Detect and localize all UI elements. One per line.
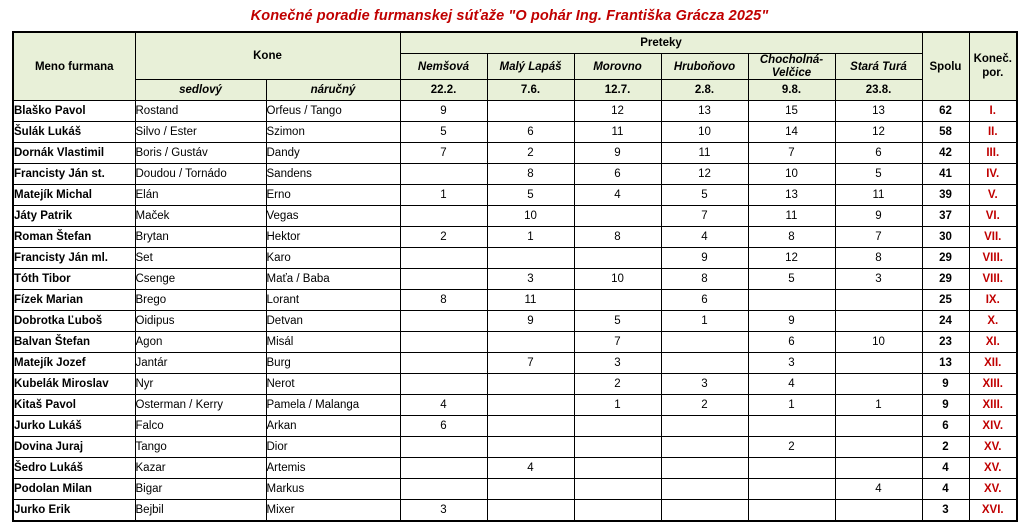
cell-score <box>574 248 661 269</box>
table-row <box>13 185 1017 206</box>
cell-score: 14 <box>748 122 835 143</box>
cell-score: 2 <box>661 395 748 416</box>
header-total: Spolu <box>922 32 969 101</box>
cell-total: 9 <box>922 395 969 416</box>
results-table-container <box>0 31 1019 522</box>
cell-score <box>661 332 748 353</box>
cell-score <box>487 374 574 395</box>
cell-rank: XV. <box>969 437 1017 458</box>
cell-score <box>400 164 487 185</box>
cell-score: 7 <box>835 227 922 248</box>
cell-score <box>400 332 487 353</box>
cell-score: 4 <box>400 395 487 416</box>
cell-score: 5 <box>487 185 574 206</box>
cell-score: 4 <box>487 458 574 479</box>
cell-score <box>400 353 487 374</box>
cell-saddle-horse: Maček <box>135 206 266 227</box>
cell-saddle-horse: Brytan <box>135 227 266 248</box>
cell-score: 11 <box>574 122 661 143</box>
header-race-name-1: Malý Lapáš <box>487 54 574 80</box>
cell-score: 3 <box>487 269 574 290</box>
cell-total: 2 <box>922 437 969 458</box>
cell-saddle-horse: Osterman / Kerry <box>135 395 266 416</box>
cell-score <box>574 437 661 458</box>
cell-driver: Matejík Jozef <box>13 353 135 374</box>
table-row <box>13 500 1017 522</box>
cell-score <box>487 416 574 437</box>
cell-score <box>748 479 835 500</box>
cell-rank: II. <box>969 122 1017 143</box>
cell-rank: IV. <box>969 164 1017 185</box>
cell-score: 10 <box>574 269 661 290</box>
header-race-date-1: 7.6. <box>487 80 574 101</box>
header-race-name-4: Chocholná-Velčice <box>748 54 835 80</box>
cell-score <box>400 269 487 290</box>
cell-score <box>400 458 487 479</box>
cell-score <box>400 206 487 227</box>
cell-score: 5 <box>661 185 748 206</box>
header-race-name-5: Stará Turá <box>835 54 922 80</box>
cell-saddle-horse: Agon <box>135 332 266 353</box>
cell-hand-horse: Misál <box>266 332 400 353</box>
cell-driver: Šulák Lukáš <box>13 122 135 143</box>
cell-score: 5 <box>400 122 487 143</box>
cell-hand-horse: Vegas <box>266 206 400 227</box>
cell-saddle-horse: Bejbil <box>135 500 266 522</box>
cell-hand-horse: Szimon <box>266 122 400 143</box>
cell-score: 5 <box>748 269 835 290</box>
cell-saddle-horse: Bigar <box>135 479 266 500</box>
cell-driver: Šedro Lukáš <box>13 458 135 479</box>
cell-total: 41 <box>922 164 969 185</box>
cell-hand-horse: Dandy <box>266 143 400 164</box>
table-row <box>13 290 1017 311</box>
cell-score <box>400 437 487 458</box>
cell-score: 6 <box>835 143 922 164</box>
cell-score: 10 <box>748 164 835 185</box>
cell-score <box>661 479 748 500</box>
cell-score <box>574 479 661 500</box>
cell-score: 11 <box>835 185 922 206</box>
cell-score: 12 <box>661 164 748 185</box>
cell-score <box>835 500 922 522</box>
page-title: Konečné poradie furmanskej súťaže "O pohár Ing. Františka Grácza 2025" <box>250 8 769 24</box>
cell-hand-horse: Burg <box>266 353 400 374</box>
cell-score: 11 <box>661 143 748 164</box>
cell-score: 10 <box>487 206 574 227</box>
cell-saddle-horse: Jantár <box>135 353 266 374</box>
table-row <box>13 395 1017 416</box>
cell-score: 8 <box>748 227 835 248</box>
table-row <box>13 311 1017 332</box>
cell-driver: Roman Štefan <box>13 227 135 248</box>
cell-score <box>487 479 574 500</box>
cell-total: 24 <box>922 311 969 332</box>
header-race-date-3: 2.8. <box>661 80 748 101</box>
cell-hand-horse: Orfeus / Tango <box>266 101 400 122</box>
cell-score <box>400 248 487 269</box>
cell-driver: Dobrotka Ľuboš <box>13 311 135 332</box>
cell-score <box>487 395 574 416</box>
cell-score <box>487 437 574 458</box>
header-rank: Koneč. por. <box>969 32 1017 101</box>
header-race-name-3: Hruboňovo <box>661 54 748 80</box>
header-races-group: Preteky <box>400 32 922 54</box>
header-saddle: sedlový <box>135 80 266 101</box>
cell-hand-horse: Arkan <box>266 416 400 437</box>
header-race-date-4: 9.8. <box>748 80 835 101</box>
cell-hand-horse: Sandens <box>266 164 400 185</box>
cell-score <box>574 500 661 522</box>
header-hand: náručný <box>266 80 400 101</box>
cell-score <box>661 458 748 479</box>
table-row <box>13 269 1017 290</box>
cell-rank: VIII. <box>969 269 1017 290</box>
cell-score: 3 <box>400 500 487 522</box>
cell-total: 42 <box>922 143 969 164</box>
cell-hand-horse: Artemis <box>266 458 400 479</box>
cell-score: 1 <box>835 395 922 416</box>
cell-score: 1 <box>574 395 661 416</box>
cell-score: 7 <box>661 206 748 227</box>
cell-driver: Fízek Marian <box>13 290 135 311</box>
cell-score: 8 <box>400 290 487 311</box>
cell-saddle-horse: Silvo / Ester <box>135 122 266 143</box>
cell-score: 4 <box>748 374 835 395</box>
cell-score: 6 <box>400 416 487 437</box>
cell-rank: XII. <box>969 353 1017 374</box>
cell-total: 25 <box>922 290 969 311</box>
cell-total: 37 <box>922 206 969 227</box>
cell-score <box>574 416 661 437</box>
cell-saddle-horse: Boris / Gustáv <box>135 143 266 164</box>
cell-score: 2 <box>748 437 835 458</box>
table-row <box>13 248 1017 269</box>
cell-score: 8 <box>661 269 748 290</box>
cell-driver: Kubelák Miroslav <box>13 374 135 395</box>
cell-driver: Tóth Tibor <box>13 269 135 290</box>
cell-score: 4 <box>835 479 922 500</box>
cell-saddle-horse: Nyr <box>135 374 266 395</box>
cell-score: 11 <box>748 206 835 227</box>
cell-saddle-horse: Kazar <box>135 458 266 479</box>
cell-score: 4 <box>574 185 661 206</box>
cell-rank: IX. <box>969 290 1017 311</box>
cell-score: 9 <box>400 101 487 122</box>
cell-score: 8 <box>487 164 574 185</box>
cell-saddle-horse: Elán <box>135 185 266 206</box>
cell-score: 2 <box>400 227 487 248</box>
cell-score: 4 <box>661 227 748 248</box>
cell-rank: VIII. <box>969 248 1017 269</box>
cell-score: 1 <box>748 395 835 416</box>
cell-rank: VI. <box>969 206 1017 227</box>
cell-total: 6 <box>922 416 969 437</box>
cell-score: 8 <box>835 248 922 269</box>
cell-saddle-horse: Brego <box>135 290 266 311</box>
cell-saddle-horse: Csenge <box>135 269 266 290</box>
cell-total: 62 <box>922 101 969 122</box>
table-row <box>13 143 1017 164</box>
cell-hand-horse: Hektor <box>266 227 400 248</box>
cell-score <box>574 290 661 311</box>
cell-score: 7 <box>574 332 661 353</box>
table-row <box>13 122 1017 143</box>
cell-score <box>400 479 487 500</box>
cell-score: 8 <box>574 227 661 248</box>
cell-score: 11 <box>487 290 574 311</box>
cell-score: 9 <box>574 143 661 164</box>
cell-score: 9 <box>835 206 922 227</box>
cell-hand-horse: Mixer <box>266 500 400 522</box>
cell-rank: V. <box>969 185 1017 206</box>
cell-score: 6 <box>574 164 661 185</box>
cell-driver: Dornák Vlastimil <box>13 143 135 164</box>
cell-total: 29 <box>922 248 969 269</box>
cell-score <box>835 416 922 437</box>
table-body <box>13 101 1017 522</box>
cell-driver: Kitaš Pavol <box>13 395 135 416</box>
cell-total: 29 <box>922 269 969 290</box>
cell-saddle-horse: Oidipus <box>135 311 266 332</box>
cell-score: 7 <box>748 143 835 164</box>
cell-score <box>400 311 487 332</box>
cell-score <box>748 500 835 522</box>
cell-score <box>835 437 922 458</box>
cell-total: 58 <box>922 122 969 143</box>
cell-score <box>487 248 574 269</box>
table-row <box>13 101 1017 122</box>
cell-score: 6 <box>748 332 835 353</box>
cell-score: 15 <box>748 101 835 122</box>
cell-hand-horse: Erno <box>266 185 400 206</box>
cell-score <box>835 374 922 395</box>
cell-score: 3 <box>835 269 922 290</box>
table-header <box>13 32 1017 101</box>
header-driver: Meno furmana <box>13 32 135 101</box>
cell-driver: Játy Patrik <box>13 206 135 227</box>
table-row <box>13 332 1017 353</box>
cell-score: 7 <box>400 143 487 164</box>
cell-score: 3 <box>661 374 748 395</box>
cell-rank: VII. <box>969 227 1017 248</box>
results-table <box>12 31 1018 522</box>
cell-hand-horse: Dior <box>266 437 400 458</box>
cell-hand-horse: Markus <box>266 479 400 500</box>
cell-score <box>400 374 487 395</box>
cell-rank: XVI. <box>969 500 1017 522</box>
cell-total: 3 <box>922 500 969 522</box>
cell-score: 6 <box>487 122 574 143</box>
cell-rank: XV. <box>969 458 1017 479</box>
cell-score: 9 <box>748 311 835 332</box>
table-row <box>13 206 1017 227</box>
table-row <box>13 374 1017 395</box>
cell-score <box>661 416 748 437</box>
cell-score: 1 <box>661 311 748 332</box>
cell-driver: Dovina Juraj <box>13 437 135 458</box>
cell-rank: XV. <box>969 479 1017 500</box>
cell-score <box>748 416 835 437</box>
cell-saddle-horse: Falco <box>135 416 266 437</box>
cell-score: 9 <box>487 311 574 332</box>
cell-driver: Podolan Milan <box>13 479 135 500</box>
table-row <box>13 479 1017 500</box>
cell-total: 4 <box>922 479 969 500</box>
header-race-name-0: Nemšová <box>400 54 487 80</box>
cell-hand-horse: Detvan <box>266 311 400 332</box>
cell-driver: Balvan Štefan <box>13 332 135 353</box>
cell-score <box>574 206 661 227</box>
cell-score <box>835 311 922 332</box>
cell-score: 10 <box>835 332 922 353</box>
cell-total: 23 <box>922 332 969 353</box>
cell-score: 7 <box>487 353 574 374</box>
cell-total: 4 <box>922 458 969 479</box>
cell-rank: I. <box>969 101 1017 122</box>
cell-score <box>574 458 661 479</box>
cell-score <box>835 458 922 479</box>
cell-driver: Francisty Ján ml. <box>13 248 135 269</box>
cell-score: 10 <box>661 122 748 143</box>
cell-score: 12 <box>748 248 835 269</box>
cell-score <box>487 500 574 522</box>
cell-score: 12 <box>574 101 661 122</box>
cell-score: 6 <box>661 290 748 311</box>
cell-driver: Jurko Erik <box>13 500 135 522</box>
cell-driver: Blaško Pavol <box>13 101 135 122</box>
cell-driver: Matejík Michal <box>13 185 135 206</box>
cell-score: 2 <box>574 374 661 395</box>
cell-score <box>835 353 922 374</box>
cell-score: 13 <box>835 101 922 122</box>
cell-driver: Francisty Ján st. <box>13 164 135 185</box>
cell-hand-horse: Maťa / Baba <box>266 269 400 290</box>
cell-rank: XIII. <box>969 395 1017 416</box>
cell-score <box>748 290 835 311</box>
cell-score: 13 <box>661 101 748 122</box>
cell-saddle-horse: Set <box>135 248 266 269</box>
cell-rank: XIII. <box>969 374 1017 395</box>
cell-total: 39 <box>922 185 969 206</box>
cell-hand-horse: Karo <box>266 248 400 269</box>
cell-score: 13 <box>748 185 835 206</box>
table-row <box>13 353 1017 374</box>
cell-score: 5 <box>835 164 922 185</box>
header-horses: Kone <box>135 32 400 80</box>
cell-score: 1 <box>400 185 487 206</box>
cell-score: 3 <box>574 353 661 374</box>
cell-score: 1 <box>487 227 574 248</box>
header-race-date-5: 23.8. <box>835 80 922 101</box>
table-row <box>13 416 1017 437</box>
cell-score: 5 <box>574 311 661 332</box>
cell-hand-horse: Nerot <box>266 374 400 395</box>
header-race-date-2: 12.7. <box>574 80 661 101</box>
cell-score: 9 <box>661 248 748 269</box>
header-race-date-0: 22.2. <box>400 80 487 101</box>
cell-score <box>661 353 748 374</box>
cell-driver: Jurko Lukáš <box>13 416 135 437</box>
cell-score <box>835 290 922 311</box>
table-row <box>13 164 1017 185</box>
table-row <box>13 227 1017 248</box>
cell-rank: III. <box>969 143 1017 164</box>
cell-score <box>487 101 574 122</box>
cell-score: 12 <box>835 122 922 143</box>
cell-score <box>487 332 574 353</box>
cell-total: 9 <box>922 374 969 395</box>
cell-total: 30 <box>922 227 969 248</box>
cell-score: 3 <box>748 353 835 374</box>
header-race-name-2: Morovno <box>574 54 661 80</box>
cell-rank: X. <box>969 311 1017 332</box>
cell-score: 2 <box>487 143 574 164</box>
cell-rank: XIV. <box>969 416 1017 437</box>
cell-hand-horse: Lorant <box>266 290 400 311</box>
cell-saddle-horse: Rostand <box>135 101 266 122</box>
cell-saddle-horse: Tango <box>135 437 266 458</box>
cell-hand-horse: Pamela / Malanga <box>266 395 400 416</box>
cell-saddle-horse: Doudou / Tornádo <box>135 164 266 185</box>
table-row <box>13 437 1017 458</box>
cell-score <box>661 500 748 522</box>
cell-score <box>748 458 835 479</box>
table-row <box>13 458 1017 479</box>
cell-rank: XI. <box>969 332 1017 353</box>
cell-score <box>661 437 748 458</box>
cell-total: 13 <box>922 353 969 374</box>
